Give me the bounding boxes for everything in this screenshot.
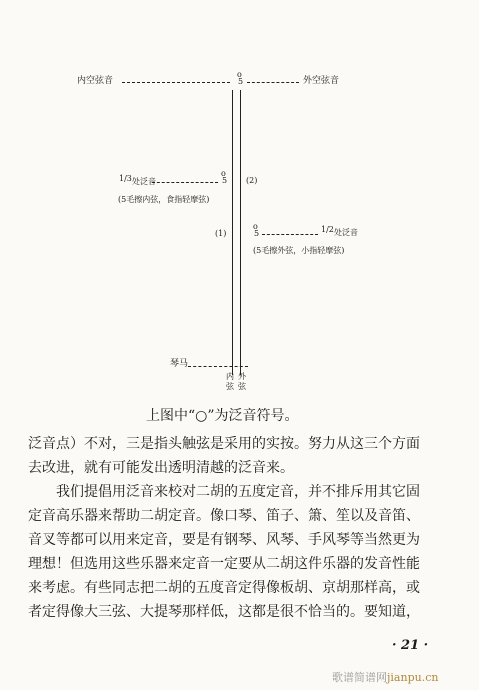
- body-line: 定音高乐器来帮助二胡定音。像口琴、笛子、箫、笙以及音笛、: [28, 508, 420, 524]
- inner-string-label: 内弦: [226, 372, 234, 391]
- right-harmonic-dashed-line: [262, 234, 318, 235]
- body-line: 来考虑。有些同志把二胡的五度音定得像板胡、京胡那样高，或: [28, 580, 420, 596]
- bridge-label: 琴马: [170, 359, 189, 369]
- page-number: · 21 ·: [392, 638, 429, 653]
- outer-string-label: 外弦: [238, 372, 246, 391]
- right-harmonic-label: 处泛音: [334, 228, 358, 237]
- left-harmonic-fraction: 1/3: [119, 174, 132, 183]
- left-harmonic-label: 处泛音: [132, 177, 156, 186]
- watermark: [332, 666, 438, 685]
- right-harmonic-note-text: (5毛擦外弦，小指轻摩弦): [253, 246, 345, 255]
- top-note-marker: 5: [238, 77, 244, 86]
- body-line: 者定得像大三弦、大提琴那样低，这都是很不恰当的。要知道，: [28, 604, 420, 620]
- top-right-dashed-line: [247, 82, 299, 83]
- body-line: 去改进，就有可能发出透明清越的泛音来。: [28, 460, 294, 476]
- left-harmonic-paren: (2): [246, 176, 258, 185]
- right-harmonic-note: 5: [254, 229, 260, 238]
- top-left-dashed-line: [122, 82, 230, 83]
- body-line: 音叉等都可以用来定音，要是有钢琴、风琴、手风琴等当然更为: [28, 532, 420, 548]
- bridge-dashed-line: [188, 366, 248, 367]
- inner-string: [232, 90, 233, 375]
- figure-caption: 上图中“○”为泛音符号。: [146, 408, 299, 424]
- body-line: 我们提倡用泛音来校对二胡的五度定音，并不排斥用其它固: [28, 484, 420, 500]
- outer-string: [240, 90, 241, 375]
- right-harmonic-fraction: 1/2: [321, 225, 334, 234]
- watermark-text: 歌谱简谱网: [332, 671, 387, 684]
- left-harmonic-note: 5: [222, 176, 228, 185]
- outer-open-string-label: 外空弦音: [303, 76, 340, 86]
- right-harmonic-symbol: o: [253, 222, 258, 231]
- left-harmonic-note-text: (5毛擦内弦，食指轻摩弦): [118, 195, 210, 204]
- watermark-url: jianpu.cn: [387, 671, 439, 684]
- left-harmonic-dashed-line: [152, 182, 218, 183]
- inner-open-string-label: 内空弦音: [77, 76, 114, 86]
- body-line: 泛音点）不对，三是指头触弦是采用的实按。努力从这三个方面: [28, 436, 420, 452]
- right-harmonic-paren: (1): [215, 229, 227, 238]
- top-harmonic-symbol: o: [237, 70, 242, 79]
- left-harmonic-symbol: o: [221, 169, 226, 178]
- body-text: [28, 432, 448, 624]
- body-line: 理想！但选用这些乐器来定音一定要从二胡这件乐器的发音性能: [28, 556, 420, 572]
